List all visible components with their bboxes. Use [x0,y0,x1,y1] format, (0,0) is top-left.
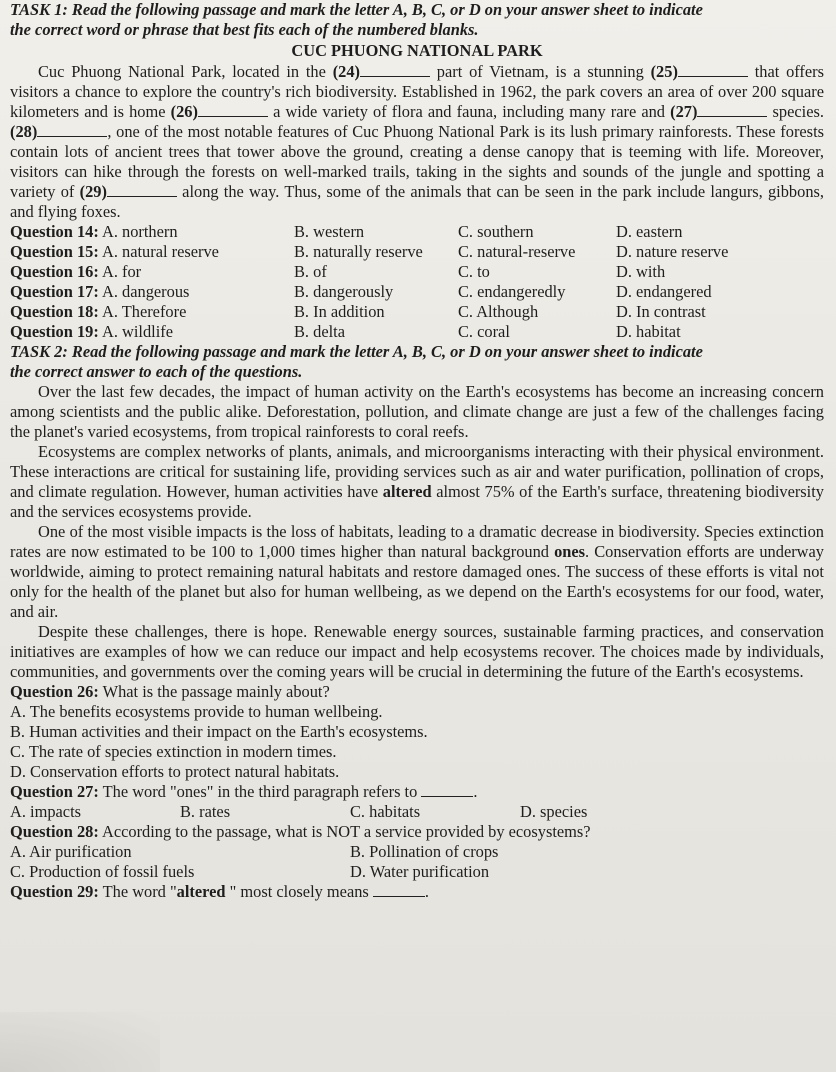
passage2-paragraph-4: Despite these challenges, there is hope. Renewable energy sources, sustainable farming practices, and conservation initiatives are examples of how we can reduce our impact and help ecosystems recover. The choices made by individuals, communities, and governments over the coming years will be crucial in determining the future of the Earth's ecosystems. [10,622,824,681]
question-26-option-c[interactable]: C. The rate of species extinction in modern times. [10,742,337,761]
question-14-option-c[interactable]: C. southern [458,222,534,241]
blank-28 [37,123,107,137]
blank-26 [198,103,268,117]
question-28-text: According to the passage, what is NOT a service provided by ecosystems? [102,822,591,841]
question-18-row [10,302,824,322]
passage1-paragraph [10,62,824,222]
task2-instruction [10,342,824,382]
question-18-label: Question 18: [10,302,99,321]
question-27-label: Question 27: [10,782,99,801]
question-28-options [10,842,824,882]
question-15-label-cell [10,242,294,262]
question-16-row [10,262,824,282]
question-29-text-a: The word " [102,882,177,901]
highlighted-word-ones: ones [554,542,586,561]
question-27-option-d[interactable]: D. species [520,802,588,821]
question-16-label-cell [10,262,294,282]
task1-instruction-line2: the correct word or phrase that best fits each of the numbered blanks. [10,20,479,39]
question-19-option-a[interactable]: A. wildlife [102,322,174,341]
passage2-p2-text-b: almost 75% of the Earth's surface, threatening biodiversity and the services ecosystems provide. [10,482,824,521]
question-27-options [10,802,824,822]
question-19-label-cell [10,322,294,342]
question-27: Question 27: The word "ones" in the third paragraph refers to . [10,782,478,801]
question-26-option-a[interactable]: A. The benefits ecosystems provide to human wellbeing. [10,702,383,721]
question-28 [10,822,824,842]
question-16-option-a[interactable]: A. for [102,262,142,281]
passage2-p2-text-a: Ecosystems are complex networks of plants, animals, and microorganisms interacting with their physical environment. These interactions are critical for sustaining life, providing services such as air and water purification, pollination of crops, and climate regulation. However, human activities have [10,442,824,501]
question-17-label: Question 17: [10,282,99,301]
question-29-text-b: " most closely means [225,882,369,901]
question-19-label: Question 19: [10,322,99,341]
passage1-title: CUC PHUONG NATIONAL PARK [291,41,543,60]
question-26-options [10,702,824,782]
question-27-text: The word "ones" in the third paragraph refers to [102,782,418,801]
passage2-paragraph-1: Over the last few decades, the impact of human activity on the Earth's ecosystems has become an increasing concern among scientists and the public alike. Deforestation, pollution, and climate change are just a few of the challenges facing the planet's varied ecosystems, from tropical rainforests to coral reefs. [10,382,824,441]
blank-29 [107,183,177,197]
question-17-option-b[interactable]: B. dangerously [294,282,394,301]
blank-number-25: (25) [650,62,678,81]
question-26-option-b[interactable]: B. Human activities and their impact on the Earth's ecosystems. [10,722,428,741]
passage2-p3-text-a: One of the most visible impacts is the loss of habitats, leading to a dramatic decrease in biodiversity. Species extinction rates are now estimated to be 100 to 1,000 times higher than natural background [10,522,824,561]
passage1-text-b: part of Vietnam, is a stunning [436,62,644,81]
question-29-blank [373,883,425,897]
question-28-option-b[interactable]: B. Pollination of crops [350,842,499,861]
question-16-option-d[interactable]: D. with [616,262,666,281]
passage1-text-d: a wide variety of flora and fauna, including many rare and [273,102,665,121]
page-shadow [0,1012,160,1072]
question-18-option-a[interactable]: A. Therefore [102,302,187,321]
question-29-word-altered: altered [176,882,226,901]
question-15-option-a[interactable]: A. natural reserve [102,242,219,261]
passage1-text-g: along the way. Thus, some of the animals that can be seen in the park include langurs, gibbons, and flying foxes. [10,182,824,221]
question-14-option-b[interactable]: B. western [294,222,365,241]
blank-number-28: (28) [10,122,38,141]
question-18-option-c[interactable]: C. Although [458,302,539,321]
question-16-option-b[interactable]: B. of [294,262,327,281]
question-15-option-c[interactable]: C. natural-reserve [458,242,576,261]
blank-number-26: (26) [170,102,198,121]
question-19-option-b[interactable]: B. delta [294,322,345,341]
question-28-option-c[interactable]: C. Production of fossil fuels [10,862,195,881]
question-19-option-c[interactable]: C. coral [458,322,510,341]
question-18-option-d[interactable]: D. In contrast [616,302,706,321]
passage2-paragraph-2 [10,442,824,522]
question-14-option-a[interactable]: A. northern [102,222,178,241]
question-14-label-cell [10,222,294,242]
question-27-blank [421,783,473,797]
question-27-option-a[interactable]: A. impacts [10,802,82,821]
question-15-option-d[interactable]: D. nature reserve [616,242,729,261]
question-26 [10,682,824,702]
question-27-option-b[interactable]: B. rates [180,802,231,821]
question-19-option-d[interactable]: D. habitat [616,322,681,341]
task1-instruction [10,0,824,40]
question-29-label: Question 29: [10,882,99,901]
passage1-text-a: Cuc Phuong National Park, located in the [38,62,326,81]
question-17-option-c[interactable]: C. endangeredly [458,282,566,301]
question-14-row [10,222,824,242]
task2-instruction-line2: the correct answer to each of the questions. [10,362,303,381]
passage1-text-f: , one of the most notable features of Cuc Phuong National Park is its lush primary rainforests. These forests contain lots of ancient trees that tower above the ground, creating a dense canopy that is teeming with life. Moreover, visitors can hike through the forests on well-marked trails, taking in the sights and sounds of the jungle and spotting a variety of [10,122,824,201]
question-18-label-cell [10,302,294,322]
blank-24 [360,63,430,77]
question-28-label: Question 28: [10,822,99,841]
question-18-option-b[interactable]: B. In addition [294,302,385,321]
passage2-p3-text-b: . Conservation efforts are underway worldwide, aiming to protect remaining natural habitats and restore damaged ones. The success of these efforts is vital not only for the health of the planet but also for human wellbeing, as we depend on the Earth's ecosystems for our food, water, and air. [10,542,824,621]
question-29: Question 29: The word "altered " most closely means . [10,882,430,901]
question-17-option-a[interactable]: A. dangerous [102,282,190,301]
question-17-label-cell [10,282,294,302]
task1-options-table [10,222,824,342]
blank-number-27: (27) [670,102,698,121]
passage1-text-e: species. [772,102,824,121]
question-17-row [10,282,824,302]
blank-27 [697,103,767,117]
question-26-text: What is the passage mainly about? [102,682,330,701]
task1-instruction-line1: TASK 1: Read the following passage and mark the letter A, B, C, or D on your answer sheet to indicate [10,0,703,19]
question-28-option-d[interactable]: D. Water purification [350,862,490,881]
question-19-row [10,322,824,342]
question-15-row [10,242,824,262]
question-28-option-a[interactable]: A. Air purification [10,842,132,861]
question-16-label: Question 16: [10,262,99,281]
question-16-option-c[interactable]: C. to [458,262,490,281]
blank-25 [678,63,748,77]
question-14-label: Question 14: [10,222,99,241]
passage2-paragraph-3 [10,522,824,622]
task2-instruction-line1: TASK 2: Read the following passage and mark the letter A, B, C, or D on your answer sheet to indicate [10,342,703,361]
question-26-label: Question 26: [10,682,99,701]
question-26-option-d[interactable]: D. Conservation efforts to protect natural habitats. [10,762,340,781]
question-14-option-d[interactable]: D. eastern [616,222,683,241]
question-27-option-c[interactable]: C. habitats [350,802,421,821]
document-body [10,0,824,902]
question-15-label: Question 15: [10,242,99,261]
blank-number-29: (29) [79,182,107,201]
question-17-option-d[interactable]: D. endangered [616,282,712,301]
passage1-text-c: that offers visitors a chance to explore the country's rich biodiversity. Established in 1962, the park covers an area of over 200 square kilometers and is home [10,62,824,121]
question-15-option-b[interactable]: B. naturally reserve [294,242,423,261]
highlighted-word-altered: altered [382,482,432,501]
blank-number-24: (24) [332,62,360,81]
